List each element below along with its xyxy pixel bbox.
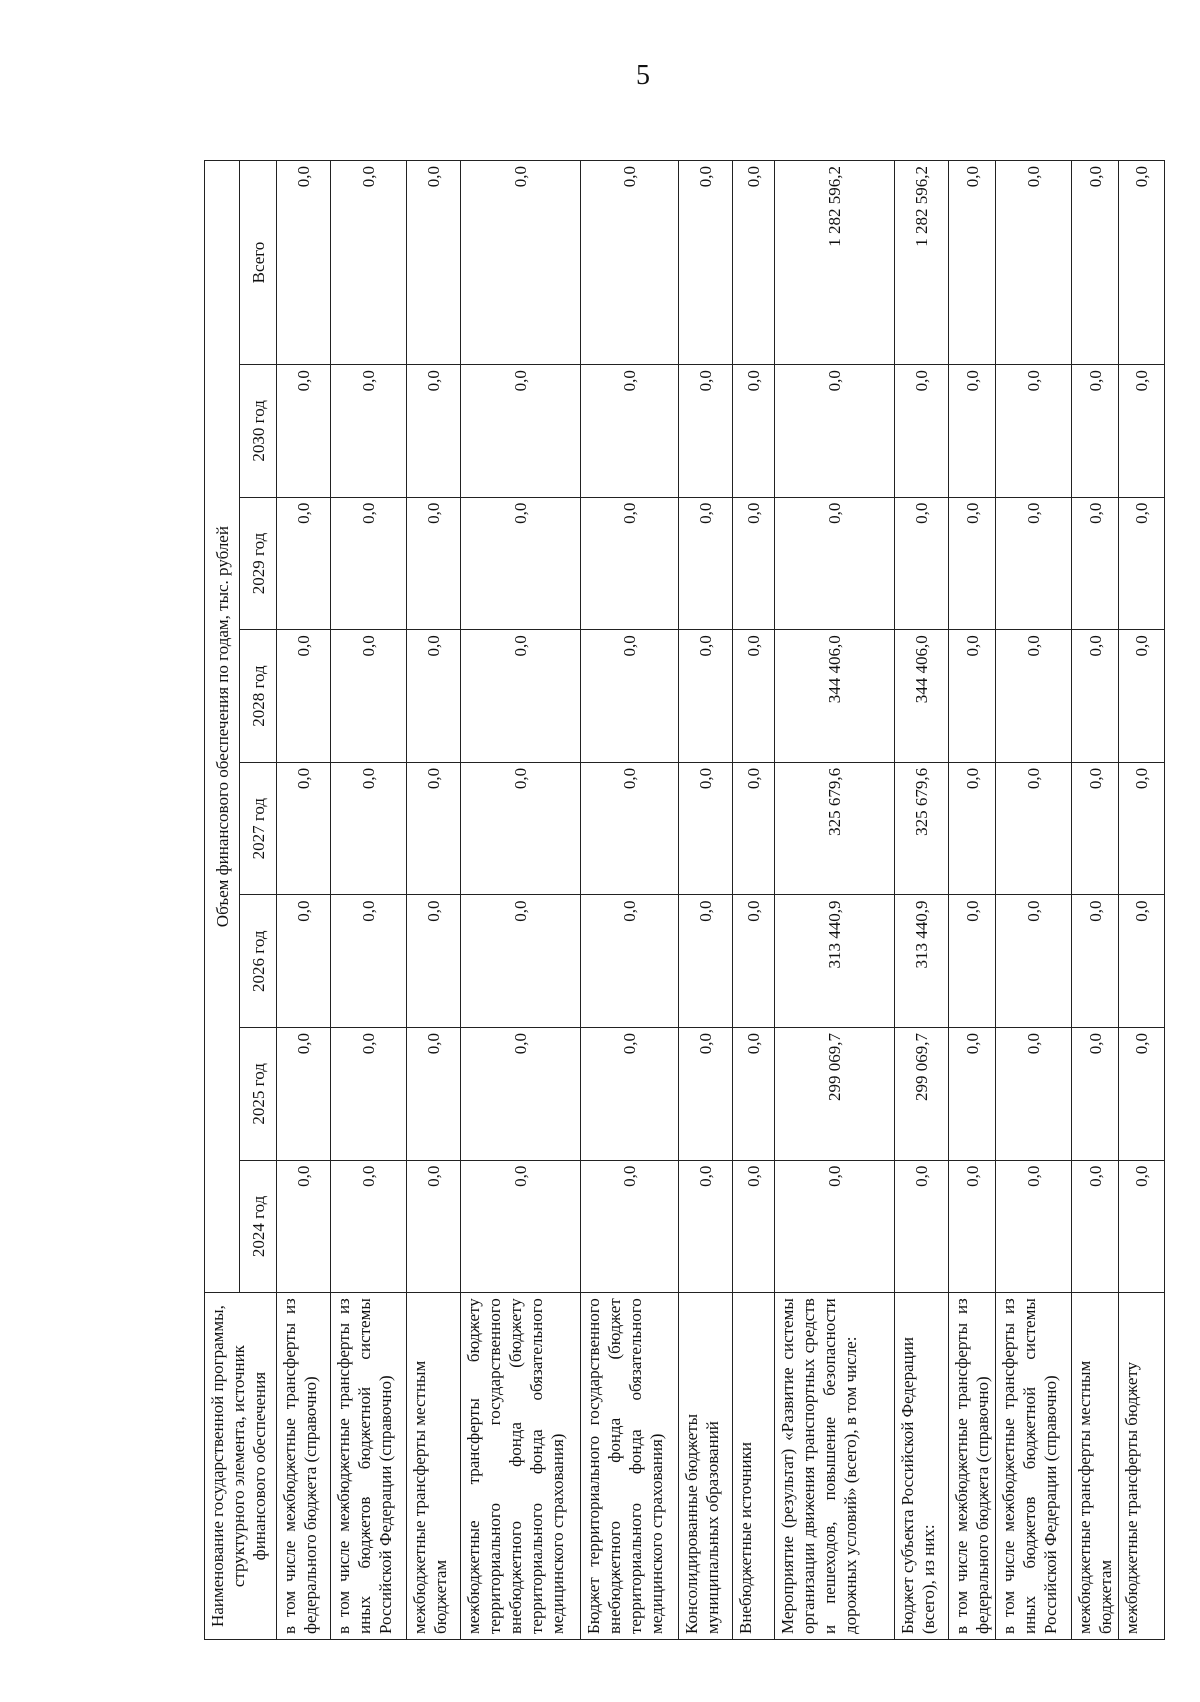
row-value-cell: 0,0 bbox=[277, 895, 331, 1028]
row-value-cell: 0,0 bbox=[331, 365, 407, 498]
row-value-cell: 0,0 bbox=[733, 895, 775, 1028]
row-value-cell: 0,0 bbox=[949, 497, 996, 630]
row-value-cell: 0,0 bbox=[581, 895, 679, 1028]
row-name-cell: в том числе межбюджетные трансферты из иных бюджетов бюджетной системы Российской Федерации (справочно) bbox=[996, 1293, 1072, 1640]
row-value-cell: 0,0 bbox=[1119, 630, 1165, 763]
row-name-cell: межбюджетные трансферты местным бюджетам bbox=[407, 1293, 461, 1640]
row-value-cell: 0,0 bbox=[581, 497, 679, 630]
row-total-cell: 0,0 bbox=[1072, 161, 1119, 365]
row-name-cell: межбюджетные трансферты бюджету bbox=[1119, 1293, 1165, 1640]
row-value-cell: 0,0 bbox=[407, 630, 461, 763]
row-value-cell: 0,0 bbox=[949, 630, 996, 763]
row-value-cell: 0,0 bbox=[996, 762, 1072, 895]
row-value-cell: 0,0 bbox=[581, 762, 679, 895]
row-name-cell: в том числе межбюджетные трансферты из иных бюджетов бюджетной системы Российской Федерации (справочно) bbox=[331, 1293, 407, 1640]
row-total-cell: 0,0 bbox=[949, 161, 996, 365]
table-row bbox=[775, 161, 895, 1640]
table-row bbox=[1119, 161, 1165, 1640]
table-row bbox=[895, 161, 949, 1640]
row-value-cell: 0,0 bbox=[277, 365, 331, 498]
row-value-cell: 0,0 bbox=[679, 762, 733, 895]
rotated-table-container bbox=[204, 160, 1151, 1640]
row-value-cell: 0,0 bbox=[895, 497, 949, 630]
row-value-cell: 0,0 bbox=[407, 1160, 461, 1293]
row-value-cell: 0,0 bbox=[1072, 1028, 1119, 1161]
row-value-cell: 0,0 bbox=[775, 1160, 895, 1293]
row-value-cell: 313 440,9 bbox=[895, 895, 949, 1028]
table-row bbox=[679, 161, 733, 1640]
row-value-cell: 0,0 bbox=[679, 1028, 733, 1161]
row-name-cell: Внебюджетные источники bbox=[733, 1293, 775, 1640]
row-value-cell: 0,0 bbox=[996, 895, 1072, 1028]
row-total-cell: 0,0 bbox=[461, 161, 581, 365]
row-value-cell: 0,0 bbox=[775, 365, 895, 498]
row-value-cell: 0,0 bbox=[733, 1160, 775, 1293]
row-value-cell: 0,0 bbox=[277, 762, 331, 895]
row-value-cell: 0,0 bbox=[277, 1160, 331, 1293]
row-name-cell: в том числе межбюджетные трансферты из федерального бюджета (справочно) bbox=[277, 1293, 331, 1640]
row-total-cell: 0,0 bbox=[407, 161, 461, 365]
row-value-cell: 0,0 bbox=[581, 365, 679, 498]
row-value-cell: 299 069,7 bbox=[775, 1028, 895, 1161]
row-value-cell: 0,0 bbox=[407, 1028, 461, 1161]
financing-table bbox=[204, 160, 1165, 1640]
header-row-1 bbox=[205, 161, 240, 1640]
table-row bbox=[949, 161, 996, 1640]
row-name-cell: Бюджет территориального государственного внебюджетного фонда (бюджет территориального фонда обязательного медицинского страхования) bbox=[581, 1293, 679, 1640]
row-value-cell: 0,0 bbox=[461, 762, 581, 895]
table-row bbox=[461, 161, 581, 1640]
row-value-cell: 0,0 bbox=[1072, 762, 1119, 895]
row-value-cell: 0,0 bbox=[949, 762, 996, 895]
row-value-cell: 0,0 bbox=[461, 497, 581, 630]
row-value-cell: 0,0 bbox=[679, 630, 733, 763]
row-total-cell: 0,0 bbox=[679, 161, 733, 365]
row-value-cell: 299 069,7 bbox=[895, 1028, 949, 1161]
row-value-cell: 0,0 bbox=[775, 497, 895, 630]
row-name-cell: межбюджетные трансферты бюджету территориального государственного внебюджетного фонда (бюджету территориального фонда обязательного медицинского страхования) bbox=[461, 1293, 581, 1640]
row-value-cell: 0,0 bbox=[733, 365, 775, 498]
row-value-cell: 0,0 bbox=[679, 497, 733, 630]
row-value-cell: 0,0 bbox=[1119, 1028, 1165, 1161]
row-name-cell: Консолидированные бюджеты муниципальных образований bbox=[679, 1293, 733, 1640]
row-value-cell: 0,0 bbox=[949, 895, 996, 1028]
row-value-cell: 0,0 bbox=[407, 365, 461, 498]
row-value-cell: 0,0 bbox=[461, 365, 581, 498]
row-value-cell: 0,0 bbox=[331, 1028, 407, 1161]
row-value-cell: 0,0 bbox=[277, 1028, 331, 1161]
row-value-cell: 0,0 bbox=[331, 497, 407, 630]
year-header: 2027 год bbox=[240, 762, 277, 895]
table-row bbox=[407, 161, 461, 1640]
table-row bbox=[996, 161, 1072, 1640]
row-value-cell: 0,0 bbox=[331, 762, 407, 895]
row-value-cell: 0,0 bbox=[581, 630, 679, 763]
row-value-cell: 0,0 bbox=[949, 365, 996, 498]
year-header: 2024 год bbox=[240, 1160, 277, 1293]
row-value-cell: 313 440,9 bbox=[775, 895, 895, 1028]
year-header: 2028 год bbox=[240, 630, 277, 763]
row-value-cell: 325 679,6 bbox=[895, 762, 949, 895]
table-row bbox=[1072, 161, 1119, 1640]
row-value-cell: 0,0 bbox=[996, 1028, 1072, 1161]
row-value-cell: 0,0 bbox=[1072, 497, 1119, 630]
row-value-cell: 0,0 bbox=[277, 630, 331, 763]
row-value-cell: 0,0 bbox=[1119, 762, 1165, 895]
row-value-cell: 325 679,6 bbox=[775, 762, 895, 895]
row-value-cell: 0,0 bbox=[733, 762, 775, 895]
row-value-cell: 0,0 bbox=[461, 1160, 581, 1293]
row-total-cell: 0,0 bbox=[277, 161, 331, 365]
row-name-cell: межбюджетные трансферты местным бюджетам bbox=[1072, 1293, 1119, 1640]
table-row bbox=[733, 161, 775, 1640]
row-value-cell: 0,0 bbox=[461, 1028, 581, 1161]
row-value-cell: 0,0 bbox=[407, 762, 461, 895]
row-total-cell: 1 282 596,2 bbox=[895, 161, 949, 365]
row-name-cell: в том числе межбюджетные трансферты из федерального бюджета (справочно) bbox=[949, 1293, 996, 1640]
row-value-cell: 0,0 bbox=[733, 630, 775, 763]
row-value-cell: 0,0 bbox=[733, 1028, 775, 1161]
year-header: 2026 год bbox=[240, 895, 277, 1028]
row-value-cell: 0,0 bbox=[581, 1160, 679, 1293]
row-value-cell: 0,0 bbox=[679, 895, 733, 1028]
row-value-cell: 0,0 bbox=[581, 1028, 679, 1161]
row-value-cell: 0,0 bbox=[331, 630, 407, 763]
row-value-cell: 0,0 bbox=[461, 630, 581, 763]
row-value-cell: 344 406,0 bbox=[775, 630, 895, 763]
row-value-cell: 0,0 bbox=[679, 1160, 733, 1293]
row-value-cell: 0,0 bbox=[996, 365, 1072, 498]
table-row bbox=[581, 161, 679, 1640]
financing-span-header: Объем финансового обеспечения по годам, тыс. рублей bbox=[205, 161, 240, 1293]
table-body bbox=[277, 161, 1165, 1640]
row-total-cell: 0,0 bbox=[581, 161, 679, 365]
row-value-cell: 0,0 bbox=[407, 895, 461, 1028]
row-total-cell: 1 282 596,2 bbox=[775, 161, 895, 365]
row-value-cell: 0,0 bbox=[277, 497, 331, 630]
row-total-cell: 0,0 bbox=[733, 161, 775, 365]
row-value-cell: 0,0 bbox=[407, 497, 461, 630]
row-value-cell: 344 406,0 bbox=[895, 630, 949, 763]
row-value-cell: 0,0 bbox=[461, 895, 581, 1028]
year-header: 2025 год bbox=[240, 1028, 277, 1161]
row-name-cell: Мероприятие (результат) «Развитие системы организации движения транспортных средств и пешеходов, повышение безопасности дорожных условий» (всего), в том числе: bbox=[775, 1293, 895, 1640]
row-value-cell: 0,0 bbox=[895, 365, 949, 498]
row-total-cell: 0,0 bbox=[996, 161, 1072, 365]
table-row bbox=[277, 161, 331, 1640]
row-total-cell: 0,0 bbox=[1119, 161, 1165, 365]
row-value-cell: 0,0 bbox=[733, 497, 775, 630]
name-column-header: Наименование государственной программы, структурного элемента, источник финансового обеспечения bbox=[205, 1293, 277, 1640]
row-value-cell: 0,0 bbox=[679, 365, 733, 498]
row-name-cell: Бюджет субъекта Российской Федерации (всего), из них: bbox=[895, 1293, 949, 1640]
row-value-cell: 0,0 bbox=[895, 1160, 949, 1293]
row-value-cell: 0,0 bbox=[1119, 365, 1165, 498]
row-value-cell: 0,0 bbox=[949, 1160, 996, 1293]
row-value-cell: 0,0 bbox=[1072, 365, 1119, 498]
table-row bbox=[331, 161, 407, 1640]
row-value-cell: 0,0 bbox=[996, 1160, 1072, 1293]
year-header: 2030 год bbox=[240, 365, 277, 498]
row-value-cell: 0,0 bbox=[1072, 895, 1119, 1028]
row-value-cell: 0,0 bbox=[949, 1028, 996, 1161]
row-value-cell: 0,0 bbox=[1119, 895, 1165, 1028]
row-value-cell: 0,0 bbox=[331, 895, 407, 1028]
row-value-cell: 0,0 bbox=[996, 630, 1072, 763]
row-value-cell: 0,0 bbox=[1119, 1160, 1165, 1293]
row-value-cell: 0,0 bbox=[1119, 497, 1165, 630]
total-header: Всего bbox=[240, 161, 277, 365]
row-value-cell: 0,0 bbox=[996, 497, 1072, 630]
row-value-cell: 0,0 bbox=[1072, 630, 1119, 763]
row-value-cell: 0,0 bbox=[1072, 1160, 1119, 1293]
row-total-cell: 0,0 bbox=[331, 161, 407, 365]
year-header: 2029 год bbox=[240, 497, 277, 630]
row-value-cell: 0,0 bbox=[331, 1160, 407, 1293]
page-number: 5 bbox=[636, 60, 650, 91]
